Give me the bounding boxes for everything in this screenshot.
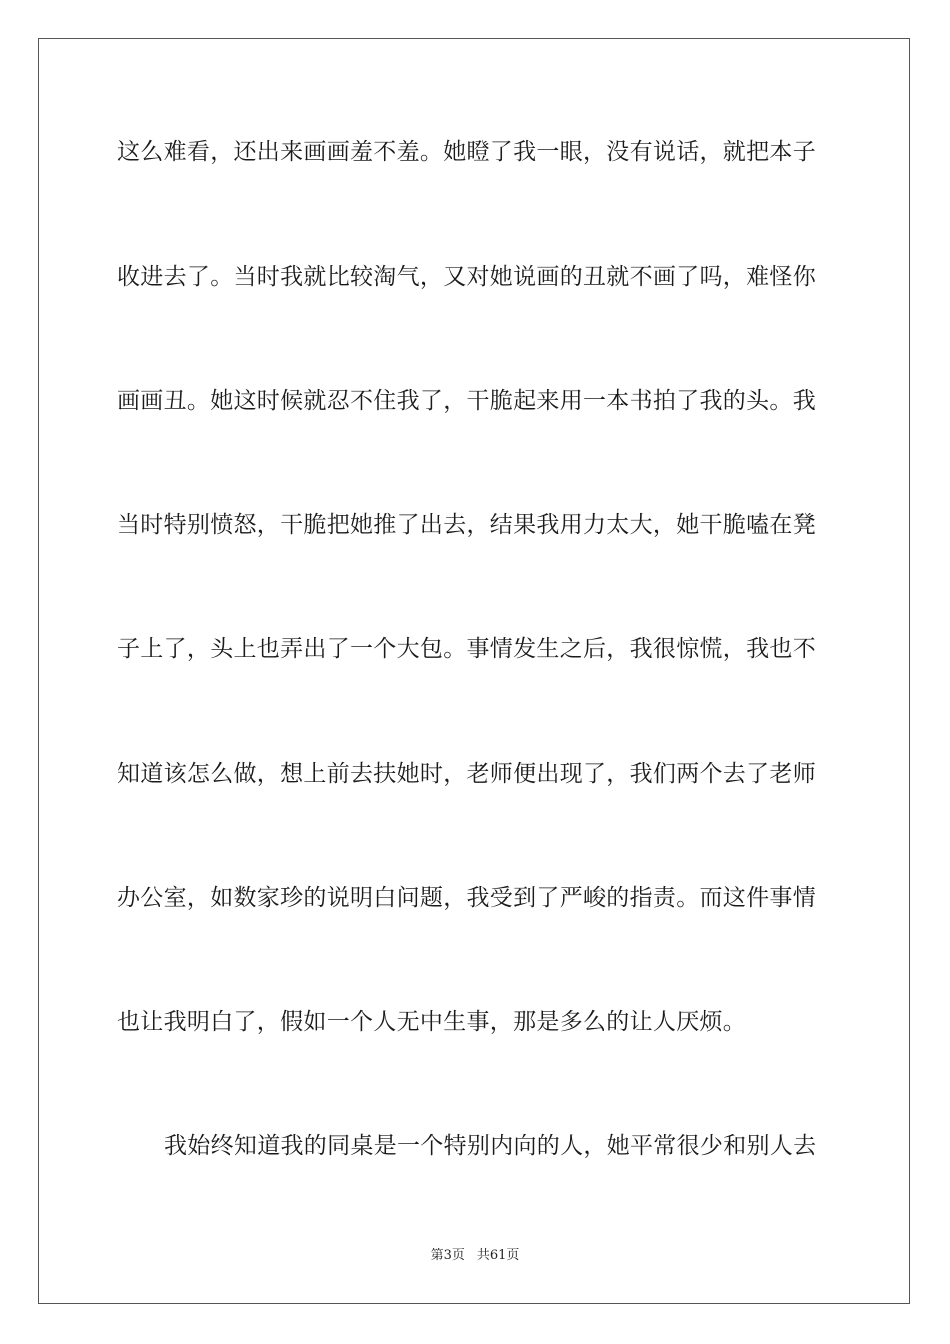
body-text-line-6: 知道该怎么做，想上前去扶她时，老师便出现了，我们两个去了老师 xyxy=(117,761,816,787)
body-text-line-8: 也让我明白了，假如一个人无中生事，那是多么的让人厌烦。 xyxy=(117,1009,747,1035)
page-number: 第3页 xyxy=(430,1248,465,1263)
body-text-line-7: 办公室，如数家珍的说明白问题，我受到了严峻的指责。而这件事情 xyxy=(117,885,816,911)
page-footer xyxy=(0,1247,950,1265)
body-text-line-3: 画画丑。她这时候就忍不住我了，干脆起来用一本书拍了我的头。我 xyxy=(117,388,816,414)
body-text-line-1: 这么难看，还出来画画羞不羞。她瞪了我一眼，没有说话，就把本子 xyxy=(117,139,816,165)
page-border xyxy=(38,38,910,1304)
body-text-line-2: 收进去了。当时我就比较淘气，又对她说画的丑就不画了吗，难怪你 xyxy=(117,264,816,290)
body-text-line-5: 子上了，头上也弄出了一个大包。事情发生之后，我很惊慌，我也不 xyxy=(117,636,816,662)
page-total: 共61页 xyxy=(476,1248,520,1263)
body-text-line-4: 当时特别愤怒，干脆把她推了出去，结果我用力太大，她干脆嗑在凳 xyxy=(117,512,816,538)
body-text-line-9: 我始终知道我的同桌是一个特别内向的人，她平常很少和别人去 xyxy=(164,1133,817,1159)
